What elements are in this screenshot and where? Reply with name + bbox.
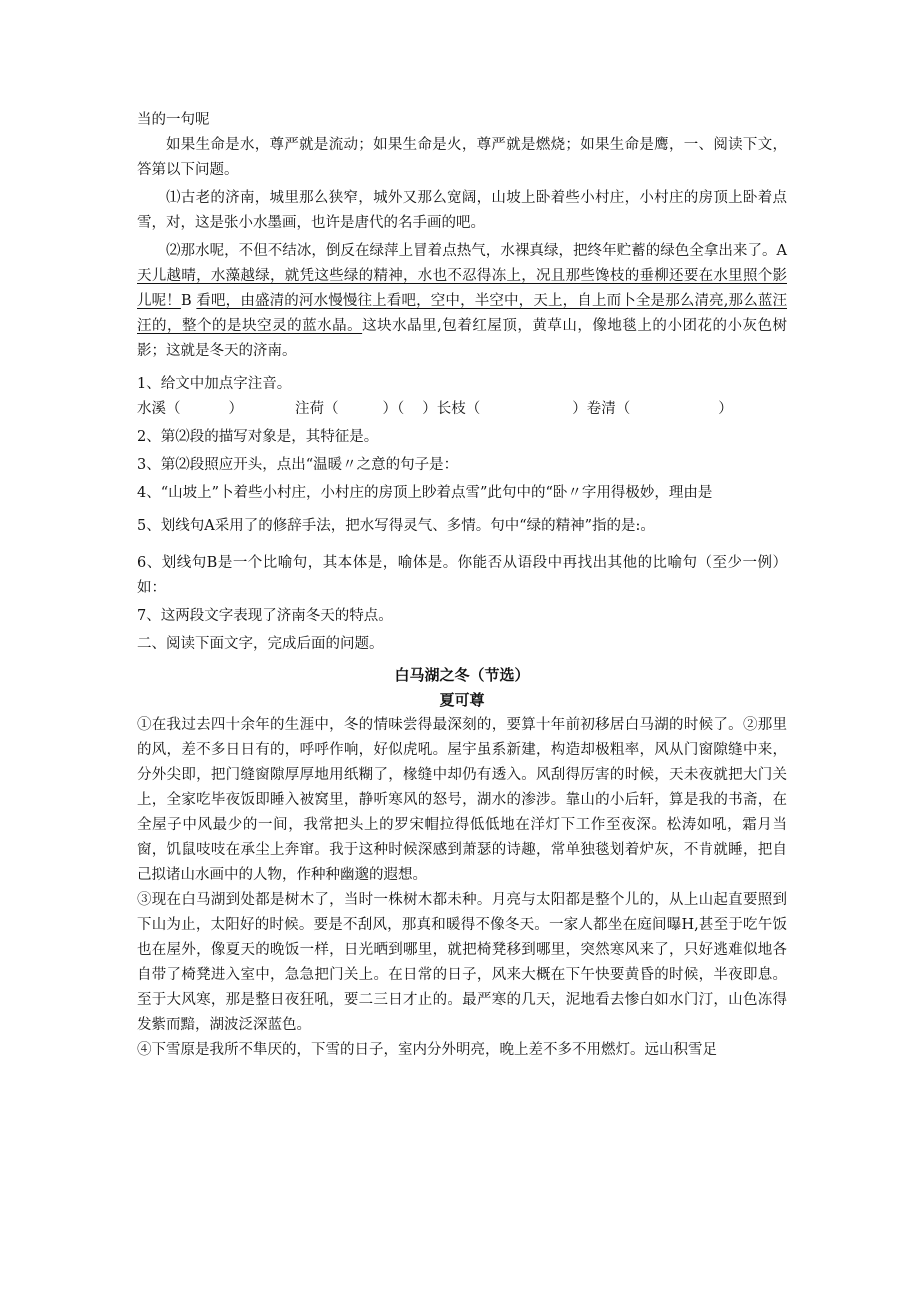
passage-paragraph-1: ⑴古老的济南，城里那么狭窄，城外又那么宽阔，山坡上卧着些小村庄，小村庄的房顶上卧着点雪，对，这是张小水墨画，也许是唐代的名手画的吧。	[137, 190, 787, 231]
underlined-sentence-b: 看吧，由盛清的河水慢慢往上看吧，空中，半空中，天上，自上而卜全是那么清亮,那么蓝汪汪的，整个的是块空灵的蓝水晶。	[137, 293, 788, 334]
intro-paragraph: 如果生命是水，尊严就是流动；如果生命是火，尊严就是燃烧；如果生命是鹰，一、阅读下文，答第以下问题。	[137, 137, 787, 178]
top-fragment: 当的一句呢	[137, 112, 210, 128]
article-title: 白马湖之冬（节选）	[394, 666, 530, 684]
para2-start: ⑵那水呢，不但不结冰，倒反在绿萍上冒着点热气，水裸真绿，把终年贮蓄的绿色全拿出来了。A	[166, 243, 787, 259]
pinyin-item-3: 注荷（	[295, 401, 339, 417]
question-4: 4、“山坡上”卜着些小村庄，小村庄的房顶上眇着点雪”此句中的“卧〃字用得极妙，理由是	[137, 485, 713, 501]
pinyin-blank-3[interactable]	[404, 397, 422, 422]
pinyin-item-1: 水溪（	[137, 401, 181, 417]
article-paragraph-1: ①在我过去四十余年的生涯中，冬的情味尝得最深刻的，要算十年前初移居白马湖的时候了。②那里的风，差不多日日有的，呼呼作响，好似虎吼。屋宇虽系新建，构造却极粗率，风从门窗隙缝中来，分外尖即，把门缝窗隙厚厚地用纸糊了，椽缝中却仍有透入。风刮得厉害的时候，天未夜就把大门关上，全家吃毕夜饭即睡入被窝里，静听寒风的怒号，湖水的渗涉。靠山的小后轩，算是我的书斋，在全屋子中风最少的一间，我常把头上的罗宋帽拉得低低地在洋灯下工作至夜深。松涛如吼，霜月当窗，饥鼠吱吱在承尘上奔窜。我于这种时候深感到萧瑟的诗趣，常单独毯划着炉灰，不肯就睡，把自己拟诸山水画中的人物，作种种幽邈的遐想。	[137, 717, 787, 883]
passage-paragraph-2	[137, 239, 787, 364]
article-paragraph-3: ④下雪原是我所不隼厌的，下雪的日子，室内分外明亮，晚上差不多不用燃灯。远山积雪足	[137, 1042, 717, 1058]
para2-mid: B	[180, 293, 197, 309]
pinyin-blank-1[interactable]	[181, 397, 229, 422]
question-2: 2、第⑵段的描写对象是，其特征是。	[137, 429, 379, 445]
pinyin-gap-1	[243, 397, 295, 422]
question-6: 6、划线句B是一个比喻句，其本体是，喻体是。你能否从语段中再找出其他的比喻句（至少一例）如：	[137, 555, 787, 596]
pinyin-blank-4[interactable]	[480, 397, 572, 422]
question-5: 5、划线句A采用了的修辞手法，把水写得灵气、多情。句中“绿的精神”指的是:。	[137, 518, 655, 534]
pinyin-blank-5[interactable]	[630, 397, 718, 422]
question-1: 1、给文中加点字注音。	[137, 376, 292, 392]
pinyin-item-6: ）卷清（	[572, 401, 631, 417]
pinyin-answer-row	[137, 397, 787, 422]
pinyin-item-2: ）	[228, 401, 243, 417]
pinyin-item-7: ）	[718, 401, 733, 417]
article-author: 夏可尊	[439, 691, 485, 709]
document-page	[137, 108, 787, 1063]
underlined-sentence-a: 天儿越晴，水藻越绿，就凭这些绿的精神，水也不忍得冻上，况且那些馋枝的垂柳还要在水里照个影儿呢！	[137, 268, 787, 309]
section-2-heading: 二、阅读下面文字，完成后面的问题。	[137, 636, 384, 652]
pinyin-item-4: ）（	[382, 401, 405, 417]
question-3: 3、第⑵段照应开头，点出“温暖〃之意的句子是：	[137, 457, 459, 473]
pinyin-blank-2[interactable]	[339, 397, 383, 422]
para2-end: 这块水晶里,包着红屋顶，黄草山，像地毯上的小团花的小灰色树影；这就是冬天的济南。	[137, 318, 788, 359]
pinyin-item-5: ）长枝（	[422, 401, 481, 417]
article-paragraph-2: ③现在白马湖到处都是树木了，当时一株树木都未种。月亮与太阳都是整个儿的，从上山起直要照到下山为止，太阳好的时候。要是不刮风，那真和暖得不像冬天。一家人都坐在庭间曝H,甚至于吃午饭也在屋外，像夏天的晚饭一样，日光晒到哪里，就把椅凳移到哪里，突然寒风来了，只好逃难似地各自带了椅凳进入室中，急急把门关上。在日常的日子，风来大概在下午快要黄昏的时候，半夜即息。至于大风寒，那是整日夜狂吼，要二三日才止的。最严寒的几天，泥地看去惨白如水门汀，山色冻得发紫而黯，湖波泛深蓝色。	[137, 892, 787, 1033]
question-7: 7、这两段文字表现了济南冬天的特点。	[137, 608, 393, 624]
